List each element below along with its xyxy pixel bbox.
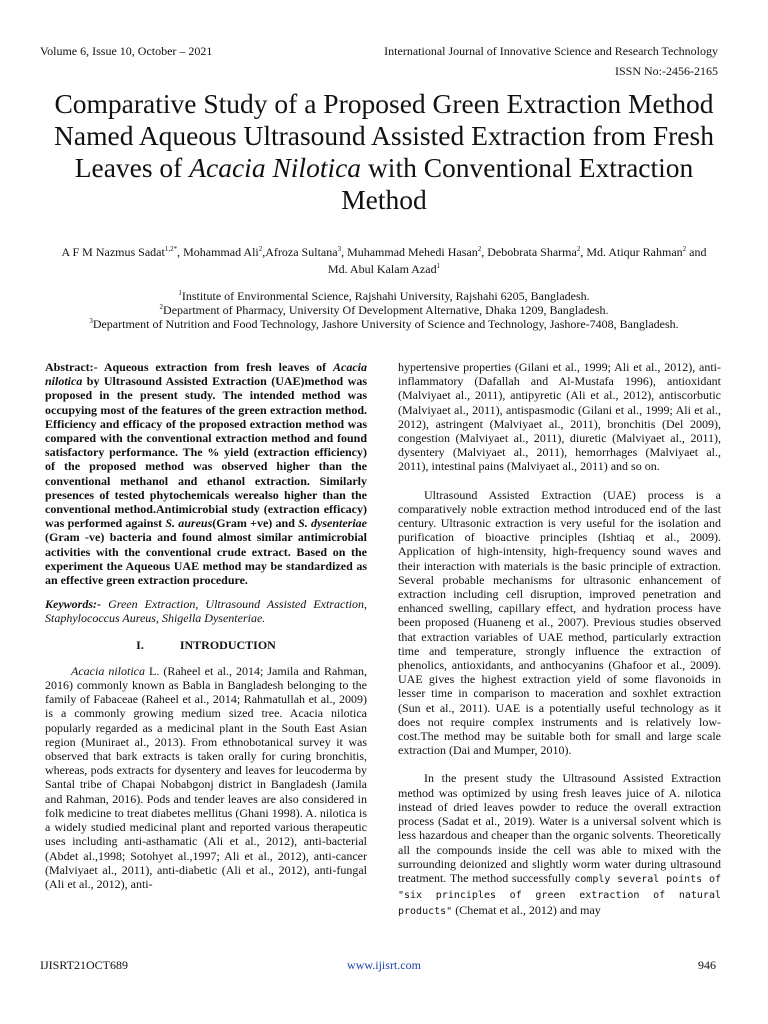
body-paragraph-2: Ultrasound Assisted Extraction (UAE) process is a comparatively noble extraction method introduced end of the last century. Ultrasonic extraction is very useful for the isolation and purification of bioactive principles (Ishtiaq et al., 2009). Application of high-intensity, high-frequency sound waves and their interaction with materials is the basic principle of extraction. Several probable mechanisms for ultrasonic enhancement of extraction including cell disruption, improved penetration and enhanced swelling, capillary effect, and hydration process have been proposed (Huaneng et al., 2007). Previous studies observed that extraction variables of UAE method, particularly extraction time and temperature, strongly influence the extraction of phenolics, antioxidants, and anthocyanins (Ghafoor et al., 2009). UAE gives the highest extraction yield of some flavonoids in lesser time in comparison to maceration and soxhlet extraction (Sun et al., 2011). UAE is a potentially useful technology as it does not require complex instruments and is relatively low-cost.The method may be suitable both for small and large scale extraction (Dai and Mumper, 2010). (398, 487, 721, 758)
title-part-1: Comparative Study of a Proposed Green Extraction Method Named Aqueous Ultrasound Assisted Extraction from Fresh Leaves of (54, 88, 714, 183)
author-affil-mark: 1 (436, 262, 441, 270)
author-name: ,Afroza Sultana (262, 245, 338, 259)
author-name: , Md. Atiqur Rahman (580, 245, 683, 259)
issn: ISSN No:-2456-2165 (614, 64, 718, 78)
affiliation-1 (40, 289, 728, 303)
paper-code: IJISRT21OCT689 (40, 958, 128, 972)
title-part-2: with Conventional Extraction Method (341, 152, 694, 215)
abstract-species: S. aureus (165, 516, 213, 531)
keywords-text: Green Extraction, Ultrasound Assisted Extraction, Staphylococcus Aureus, Shigella Dysenteriae. (45, 597, 367, 626)
affil-text: Department of Pharmacy, University Of Development Alternative, Dhaka 1209, Bangladesh. (163, 303, 609, 317)
page-number: 946 (698, 958, 716, 972)
author-name: and Md. Abul Kalam Azad (327, 245, 707, 276)
section-title: INTRODUCTION (179, 637, 276, 652)
affil-number: 1 (178, 289, 182, 297)
body-paragraph-3 (398, 771, 721, 919)
intro-species: Acacia nilotica (71, 663, 145, 678)
right-column (398, 360, 721, 920)
abstract-text: (Gram +ve) and (212, 516, 299, 531)
section-heading-introduction (45, 638, 367, 652)
abstract-species: S. dysenteriae (298, 516, 367, 531)
author-affil-mark: 2 (258, 245, 263, 253)
author-list (60, 244, 708, 278)
paper-title (30, 88, 738, 216)
affiliation-2 (40, 303, 728, 317)
title-species: Acacia Nilotica (189, 152, 362, 183)
abstract-text: (Gram -ve) bacteria and found almost similar antimicrobial activities with the conventional crude extract. Based on the experiment the Aqueous UAE method may be standardized as an effective green extraction procedure. (45, 530, 367, 588)
affiliation-3 (40, 317, 728, 331)
journal-name: International Journal of Innovative Science and Research Technology (384, 44, 718, 58)
abstract (45, 360, 367, 587)
affil-text: Department of Nutrition and Food Technology, Jashore University of Science and Technology, Jashore-7408, Bangladesh. (92, 317, 679, 331)
journal-url-link[interactable]: www.ijisrt.com (347, 958, 421, 972)
body-text: (Chemat et al., 2012) and may (452, 903, 601, 918)
author-name: , Muhammad Mehedi Hasan (341, 245, 478, 259)
affiliations (40, 289, 728, 331)
affil-number: 3 (89, 317, 93, 325)
intro-paragraph (45, 664, 367, 891)
left-column (45, 360, 367, 891)
affil-number: 2 (159, 303, 164, 311)
abstract-text: by Ultrasound Assisted Extraction (UAE)method was proposed in the present study. The intended method was occupying most of the features of the green extraction method. Efficiency and efficacy of the proposed extraction method was compared with the conventional extraction method and found satisfactory performance. The % yield (extraction efficiency) of the proposed method was observed higher than the conventional methanol and ethanol extraction. Similarly presences of tested phytochemicals werealso higher than the conventional method.Antimicrobial study (extraction efficacy) was performed against (45, 374, 367, 531)
section-number: I. (136, 637, 144, 652)
author-affil-mark: 2 (682, 245, 687, 253)
author-affil-mark: 3 (337, 245, 342, 253)
abstract-species: Acacia nilotica (45, 360, 367, 389)
author-affil-mark: 2 (576, 245, 581, 253)
body-paragraph-1: hypertensive properties (Gilani et al., 1999; Ali et al., 2012), anti-inflammatory (Dafallah and Al-Mustafa 1996), antioxidant (Malviyaet al., 2011), antipyretic (Ali et al., 2012), antiscorbutic (Malviyaet al., 2011), antispasmodic (Gilani et al., 1999; Ali et al., 2012), astringent (Malviyaet al., 2011), bronchitis (Del 2009), congestion (Malviyaet al., 2011), diuretic (Malviyaet al., 2011), dysentery (Malviyaet al., 2011), hemorrhages (Malviyaet al., 2011), intestinal pains (Malviyaet al., 2011) and so on. (398, 360, 721, 474)
body-text: In the present study the Ultrasound Assisted Extraction method was optimized by using fresh leaves juice of A. nilotica instead of dried leaves powder to reduce the overall extraction process (Sadat et al., 2019). Water is a universal solvent which is less hazardous and cheaper than the organic solvents. Theoretically all the compounds inside the cell was able to mixed with the surrounding deionized and slightly worm water during ultrasound treatment. The method successfully (398, 771, 721, 885)
author-name: , Mohammad Ali (177, 245, 259, 259)
keywords-label: Keywords:- (45, 597, 101, 612)
abstract-text: Abstract:- Aqueous extraction from fresh leaves of (45, 360, 333, 374)
author-name: , Debobrata Sharma (481, 245, 577, 259)
keywords (45, 597, 367, 625)
body-text-quote: comply several points of "six principles of green extraction of natural products" (398, 873, 721, 918)
author-name: A F M Nazmus Sadat (61, 245, 165, 259)
author-affil-mark: 2 (477, 245, 482, 253)
affil-text: Institute of Environmental Science, Rajshahi University, Rajshahi 6205, Bangladesh. (181, 289, 590, 303)
volume-info: Volume 6, Issue 10, October – 2021 (40, 44, 213, 58)
author-affil-mark: 1,2* (164, 245, 178, 253)
intro-text: L. (Raheel et al., 2014; Jamila and Rahman, 2016) commonly known as Babla in Bangladesh belonging to the family of Fabaceae (Raheel et al., 2014; Rahmatullah et al., 2009) is a commonly growing medium sized tree. Acacia nilotica popularly regarded as a medicinal plant in the South East Asian region (Muniraet al., 2013). From ethnobotanical survey it was observed that bark extracts is taken orally for curing bronchitis, whereas, pods extracts for dysentery and leaves for leucoderma by Santal tribe of Chapai Nobabgonj district in Bangladesh (Jamila and Rahman, 2016). Pods and tender leaves are also considered in folk medicine to treat diabetes mellitus (Ghani 1998). A. nilotica is a widely studied medicinal plant and reported various therapeutic uses including anti-asthamatic (Ali et al., 2012), anti-bacterial (Abdet al.,1998; Sotohyet al.,1997; Ali et al., 2012), anti-cancer (Malviyaet al., 2011), anti-diabetic (Ali et al., 2012), anti-fungal (Ali et al., 2012), anti- (45, 663, 368, 891)
